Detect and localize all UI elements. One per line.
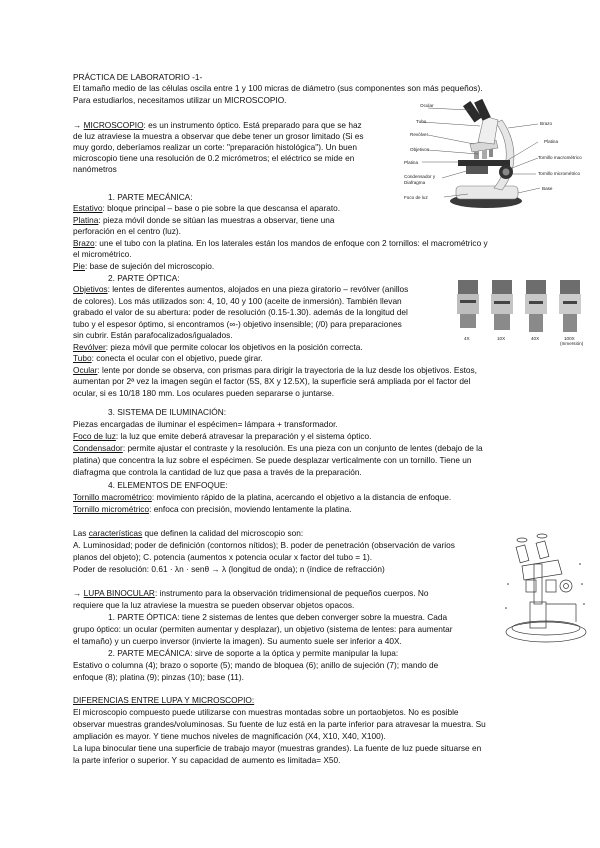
lupa-optica-line: grupo óptico: un ocular (permiten aumentar y desplazar), un objetivo (sistema de lentes: para aumentar [73, 624, 453, 634]
microscopio-text: muy gordo, deberíamos realizar un corte: "preparación histológica"). Un buen [73, 142, 357, 152]
section-heading: 4. ELEMENTOS DE ENFOQUE: [108, 480, 228, 490]
ocular-line: aumentan por 2ª vez la imagen según el factor (5S, 8X y 12.5X), la superficie será ampliada por el factor del [73, 376, 471, 386]
lupa-text: requiere que la luz atraviese la muestra se pueden observar objetos opacos. [73, 600, 355, 610]
condensador-line: platina) que concentra la luz sobre el espécimen. Se puede desplazar verticalmente con un tornillo. Tiene un [73, 455, 472, 465]
subheading: 2. PARTE MECÁNICA [108, 648, 191, 658]
definition: : la luz que emite deberá atravesar la preparación y el sistema óptico. [115, 431, 372, 441]
definition: : bloque principal – base o pie sobre la que descansa el aparato. [102, 203, 341, 213]
label-brazo: Brazo [540, 121, 553, 126]
label-revolver: Revólver [410, 132, 429, 137]
lupa-optica-line: el tamaño) y un cuerpo inversor (invierte la imagen). Su aumento suele ser inferior a 40X. [73, 636, 402, 646]
definition: : movimiento rápido de la platina, acercando el objetivo a la distancia de enfoque. [151, 492, 452, 502]
intro-line: El tamaño medio de las células oscila entre 1 y 100 micras de diámetro (sus componentes son más pequeños). [73, 83, 483, 93]
intro-line: Para estudiarlos, necesitamos utilizar un MICROSCOPIO. [73, 95, 287, 105]
revolver-line [73, 342, 363, 353]
label-base: Base [542, 186, 553, 191]
label-ocular: Ocular [420, 103, 434, 108]
label-tubo: Tubo [416, 119, 427, 124]
text: que definen la calidad del microscopio son: [142, 528, 304, 538]
objetivos-line: grabado el valor de su abertura: poder de resolución (0.15-1.30). además de la longitud del [73, 307, 408, 317]
caracteristicas-line: A. Luminosidad; poder de definición (contornos nítidos); B. poder de penetración (observación de varios [73, 540, 455, 550]
label-condensador: Condensador y [404, 174, 436, 179]
caracteristicas-line: Poder de resolución: 0.61 · λn · senθ → λ (longitud de onda); n (índice de refracción) [73, 564, 385, 574]
microscopio-term: MICROSCOPIO [83, 120, 144, 130]
brazo-line [73, 238, 488, 249]
lupa-text: : instrumento para la observación tridimensional de pequeños cuerpos. No [154, 588, 429, 598]
lupa-term: LUPA BINOCULAR [83, 588, 155, 598]
microscopio-text: nanómetros [73, 164, 117, 174]
term: Estativo [73, 203, 103, 213]
lupa-illustration [500, 524, 592, 648]
text: : tiene 2 sistemas de lentes que deben converger sobre la muestra. Cada [177, 612, 448, 622]
brazo-line: el micrométrico. [73, 249, 132, 259]
definition: : conecta el ocular con el objetivo, puede girar. [91, 353, 263, 363]
foco-line [73, 431, 371, 442]
estativo-line [73, 203, 340, 214]
microscopio-text: : es un instrumento óptico. Está preparado para que se haz [143, 120, 362, 130]
term: Tornillo macrométrico [73, 492, 152, 502]
arrow-icon: → [73, 588, 82, 598]
term: Objetivos [73, 284, 108, 294]
term: Ocular [73, 365, 98, 375]
objective-label: 100X [564, 336, 575, 341]
term: Pie [73, 261, 85, 271]
section-heading: 2. PARTE ÓPTICA: [108, 273, 180, 283]
section-heading: 1. PARTE MECÁNICA: [108, 192, 193, 202]
pie-line [73, 261, 214, 272]
condensador-line: diafragma que controla la cantidad de luz que pasa a través de la preparación. [73, 467, 362, 477]
microscope-figure [398, 98, 588, 213]
label-foco: Foco de luz [404, 195, 428, 200]
lupa-figure [500, 524, 592, 648]
lupa-mecanica-line: Estativo o columna (4); brazo o soporte (5); mando de bloquea (6); anillo de sujeción (7); mando de [73, 660, 439, 670]
ocular-line [73, 365, 477, 376]
definition: : lentes de diferentes aumentos, alojados en una pieza giratorio – revólver (anillos [107, 284, 409, 294]
objetivos-line: tubo y el espesor óptimo, si encontramos (∞-) objetivo insensible; (/0) para preparaciones [73, 319, 402, 329]
term: Brazo [73, 238, 95, 248]
label-platina-right: Platina [544, 139, 559, 144]
macro-line [73, 492, 451, 503]
platina-line [73, 215, 335, 226]
term: Foco de luz [73, 431, 116, 441]
objetivos-line: de colores). Los más utilizados son: 4, 10, 40 y 100 (aceite de inmersión). También llevan [73, 296, 402, 306]
microscopio-text: microscopio tiene una resolución de 0.2 micrómetros; el eléctrico se mide en [73, 153, 355, 163]
diferencias-line: ampliación es mayor. Y tiene muchos niveles de magnificación (X4, X10, X40, X100). [73, 731, 386, 741]
label-diafragma: Diafragma [404, 180, 426, 185]
objective-label: 40X [531, 336, 540, 341]
definition: : permite ajustar el contraste y la resolución. Es una pieza con un conjunto de lentes (debajo de la [122, 443, 483, 453]
caracteristicas-line: planos del objeto); C. potencia (aumentos x potencia ocular x factor del tubo = 1). [73, 552, 373, 562]
lupa-mecanica-line: enfoque (8); platina (9); pinzas (10); base (11). [73, 672, 244, 682]
lupa-optica-line [108, 612, 447, 623]
diferencias-line: observar muestras grandes/voluminosas. Su fuente de luz está en la parte inferior para atravesar la muestra. Su [73, 719, 486, 729]
definition: : base de sujeción del microscopio. [85, 261, 215, 271]
page-title: PRÁCTICA DE LABORATORIO -1- [73, 72, 203, 82]
section-heading: 3. SISTEMA DE ILUMINACIÓN: [108, 407, 227, 417]
objective-label: 4X [464, 336, 470, 341]
definition: : une el tubo con la platina. En los laterales están los mandos de enfoque con 2 tornillos: el macrométrico y [94, 238, 488, 248]
definition: : lente por donde se observa, con prismas para dirigir la trayectoria de la luz desde los objetivos. Estos, [97, 365, 477, 375]
definition: : pieza móvil que permite colocar los objetivos en la posición correcta. [105, 342, 363, 352]
caracteristicas-intro [73, 528, 303, 539]
objetivos-line [73, 284, 408, 295]
objective-label: (Inmersión) [560, 341, 584, 346]
diferencias-line: la parte inferior o superior. Y su capacidad de aumento es limitada= X50. [73, 755, 341, 765]
definition: : enfoca con precisión, moviendo lentamente la platina. [149, 504, 352, 514]
objectives-illustration [452, 274, 586, 336]
tubo-line [73, 353, 263, 364]
term: Tornillo micrométrico [73, 504, 150, 514]
diferencias-line: La lupa binocular tiene una superficie de trabajo mayor (muestras grandes). La fuente de luz puede situarse en [73, 743, 482, 753]
term: Platina [73, 215, 99, 225]
label-macrometrico: Tornillo macrométrico [538, 155, 582, 160]
label-objetivos: Objetivos [410, 147, 430, 152]
text: Las [73, 528, 89, 538]
term: Tubo [73, 353, 92, 363]
text: : sirve de soporte a la óptica y permite manipular la lupa: [190, 648, 399, 658]
lupa-mecanica-line [108, 648, 398, 659]
microscopio-definition [73, 120, 362, 131]
label-platina-left: Platina [404, 160, 419, 165]
condensador-line [73, 443, 483, 454]
label-micrometrico: Tornillo micrométrico [538, 171, 581, 176]
micro-line [73, 504, 352, 515]
diferencias-heading: DIFERENCIAS ENTRE LUPA Y MICROSCOPIO: [73, 695, 255, 705]
microscopio-text: de luz atraviese la muestra a observar que debe tener un grosor limitado (Si es [73, 131, 364, 141]
term: Condensador [73, 443, 123, 453]
ocular-line: ocular, si es 10/18 180 mm. Los oculares pueden separarse o juntarse. [73, 388, 335, 398]
definition: : pieza móvil donde se sitúan las muestras a observar, tiene una [98, 215, 335, 225]
term: Revólver [73, 342, 106, 352]
platina-line: perforación en el centro (luz). [73, 226, 181, 236]
subheading: 1. PARTE ÓPTICA [108, 612, 178, 622]
objective-label: 10X [497, 336, 506, 341]
arrow-icon: → [73, 120, 82, 130]
objetivos-line: sin cubrir. Están parafocalizados/igualados. [73, 330, 233, 340]
term: características [88, 528, 143, 538]
diferencias-line: El microscopio compuesto puede utilizarse con muestras montadas sobre un portaobjetos. No es posible [73, 707, 459, 717]
lupa-definition [73, 588, 428, 599]
objectives-figure [452, 274, 586, 344]
iluminacion-line: Piezas encargadas de iluminar el espécimen= lámpara + transformador. [73, 419, 338, 429]
